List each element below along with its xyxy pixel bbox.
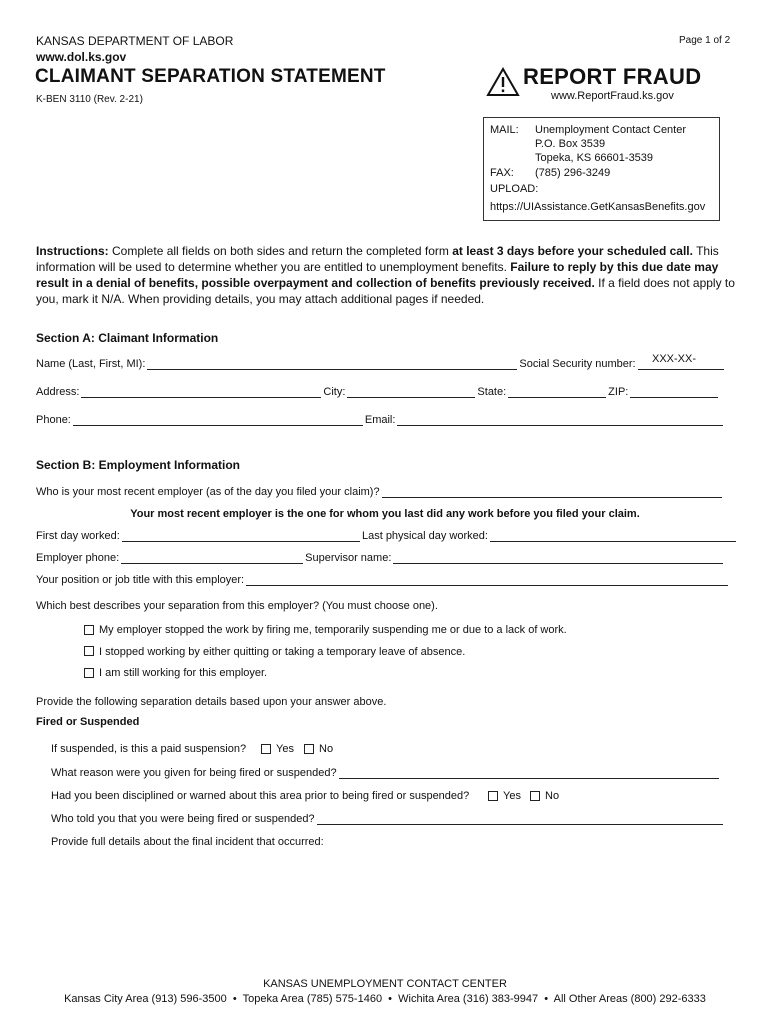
first-day-label: First day worked: [36, 530, 120, 542]
final-incident-question: Provide full details about the final incident that occurred: [51, 836, 324, 848]
address-row [36, 386, 736, 398]
page-number: Page 1 of 2 [679, 35, 731, 46]
fax-label: FAX: [490, 167, 514, 179]
position-field[interactable] [246, 575, 728, 586]
name-label: Name (Last, First, MI): [36, 358, 146, 370]
address-label: Address: [36, 386, 80, 398]
report-fraud-title: REPORT FRAUD [523, 64, 702, 89]
disciplined-yes-checkbox[interactable] [488, 791, 498, 801]
state-label: State: [477, 386, 507, 398]
instructions-warning: Failure to reply by this due date may result in a denial of benefits, possible overpayment and collection of benefits previously received. [36, 260, 719, 290]
name-row [36, 358, 736, 370]
email-field[interactable] [397, 415, 723, 426]
upload-label: UPLOAD: [490, 183, 539, 195]
disciplined-no-checkbox[interactable] [530, 791, 540, 801]
recent-employer-field[interactable] [382, 487, 722, 498]
reason-row [51, 767, 733, 779]
recent-employer-label: Who is your most recent employer (as of the day you filed your claim)? [36, 486, 380, 498]
report-fraud-url[interactable]: www.ReportFraud.ks.gov [551, 90, 674, 102]
zip-label: ZIP: [608, 386, 629, 398]
agency-name: KANSAS DEPARTMENT OF LABOR [36, 34, 234, 48]
paid-suspension-no-label: No [319, 743, 334, 755]
reason-field[interactable] [339, 768, 719, 779]
section-a-title: Section A: Claimant Information [36, 331, 219, 345]
who-told-field[interactable] [317, 814, 723, 825]
instructions-text-1: Complete all fields on both sides and return the completed form [108, 244, 453, 258]
disciplined-question: Had you been disciplined or warned about this area prior to being fired or suspended? [51, 790, 470, 802]
phone-label: Phone: [36, 414, 71, 426]
mail-line-1: Unemployment Contact Center [535, 124, 687, 136]
instructions-deadline: at least 3 days before your scheduled call. [452, 244, 693, 258]
first-day-field[interactable] [122, 531, 360, 542]
reason-label: What reason were you given for being fired or suspended? [51, 767, 337, 779]
who-told-row [51, 813, 737, 825]
paid-suspension-yes-checkbox[interactable] [261, 744, 271, 754]
option-fired-label: My employer stopped the work by firing me, temporarily suspending me or due to a lack of work. [99, 624, 567, 636]
disciplined-yes-label: Yes [503, 790, 521, 802]
paid-suspension-question: If suspended, is this a paid suspension? [51, 743, 247, 755]
separation-question: Which best describes your separation from this employer? (You must choose one). [36, 600, 438, 612]
ssn-prefix: XXX-XX- [652, 353, 697, 365]
position-label: Your position or job title with this employer: [36, 574, 245, 586]
state-field[interactable] [508, 387, 606, 398]
mail-line-3: Topeka, KS 66601-3539 [535, 152, 654, 164]
form-id: K-BEN 3110 (Rev. 2-21) [36, 94, 143, 105]
footer-phones: Kansas City Area (913) 596-3500 • Topeka Area (785) 575-1460 • Wichita Area (316) 383-9947 • All Other Areas (800) 292-6333 [64, 993, 706, 1005]
name-field[interactable] [147, 359, 517, 370]
section-b-title: Section B: Employment Information [36, 458, 241, 472]
last-day-label: Last physical day worked: [361, 530, 488, 542]
option-fired-checkbox[interactable] [84, 625, 94, 635]
phone-row [36, 414, 736, 426]
option-quit-checkbox[interactable] [84, 646, 94, 656]
work-dates-row [36, 530, 738, 542]
instructions-text-3: If a field does not apply to you, mark it N/A. When providing details, you may attach additional pages if needed. [36, 276, 735, 306]
final-incident-field[interactable] [51, 852, 735, 962]
page-title: CLAIMANT SEPARATION STATEMENT [35, 66, 386, 87]
upload-url[interactable]: https://UIAssistance.GetKansasBenefits.gov [490, 201, 706, 213]
fax-number: (785) 296-3249 [535, 167, 611, 179]
last-day-field[interactable] [490, 531, 736, 542]
paid-suspension-yes-label: Yes [276, 743, 294, 755]
option-quit-label: I stopped working by either quitting or taking a temporary leave of absence. [99, 646, 466, 658]
disciplined-no-label: No [545, 790, 560, 802]
option-still-working-checkbox[interactable] [84, 668, 94, 678]
position-row [36, 574, 738, 586]
supervisor-label: Supervisor name: [305, 552, 392, 564]
who-told-label: Who told you that you were being fired or suspended? [51, 813, 315, 825]
recent-employer-note: Your most recent employer is the one for whom you last did any work before you filed your claim. [130, 508, 640, 520]
recent-employer-row [36, 486, 736, 498]
fired-heading: Fired or Suspended [36, 716, 140, 728]
employer-phone-row [36, 552, 736, 564]
instructions-lead: Instructions: [36, 244, 109, 258]
paid-suspension-no-checkbox[interactable] [304, 744, 314, 754]
city-label: City: [323, 386, 346, 398]
supervisor-field[interactable] [393, 553, 723, 564]
ssn-label: Social Security number: [519, 358, 636, 370]
email-label: Email: [364, 414, 396, 426]
agency-website[interactable]: www.dol.ks.gov [36, 50, 127, 64]
instructions [36, 243, 736, 307]
mail-line-2: P.O. Box 3539 [535, 138, 606, 150]
instructions-text-2: This information will be used to determine whether you are entitled to unemployment benefits. [36, 244, 719, 274]
mail-label: MAIL: [490, 124, 519, 136]
zip-field[interactable] [630, 387, 718, 398]
details-intro: Provide the following separation details based upon your answer above. [36, 696, 387, 708]
address-field[interactable] [81, 387, 321, 398]
phone-field[interactable] [73, 415, 363, 426]
employer-phone-label: Employer phone: [36, 552, 120, 564]
employer-phone-field[interactable] [121, 553, 303, 564]
option-still-working-label: I am still working for this employer. [99, 667, 268, 679]
city-field[interactable] [347, 387, 475, 398]
footer-title: KANSAS UNEMPLOYMENT CONTACT CENTER [263, 978, 507, 990]
warning-triangle-icon [486, 67, 520, 97]
